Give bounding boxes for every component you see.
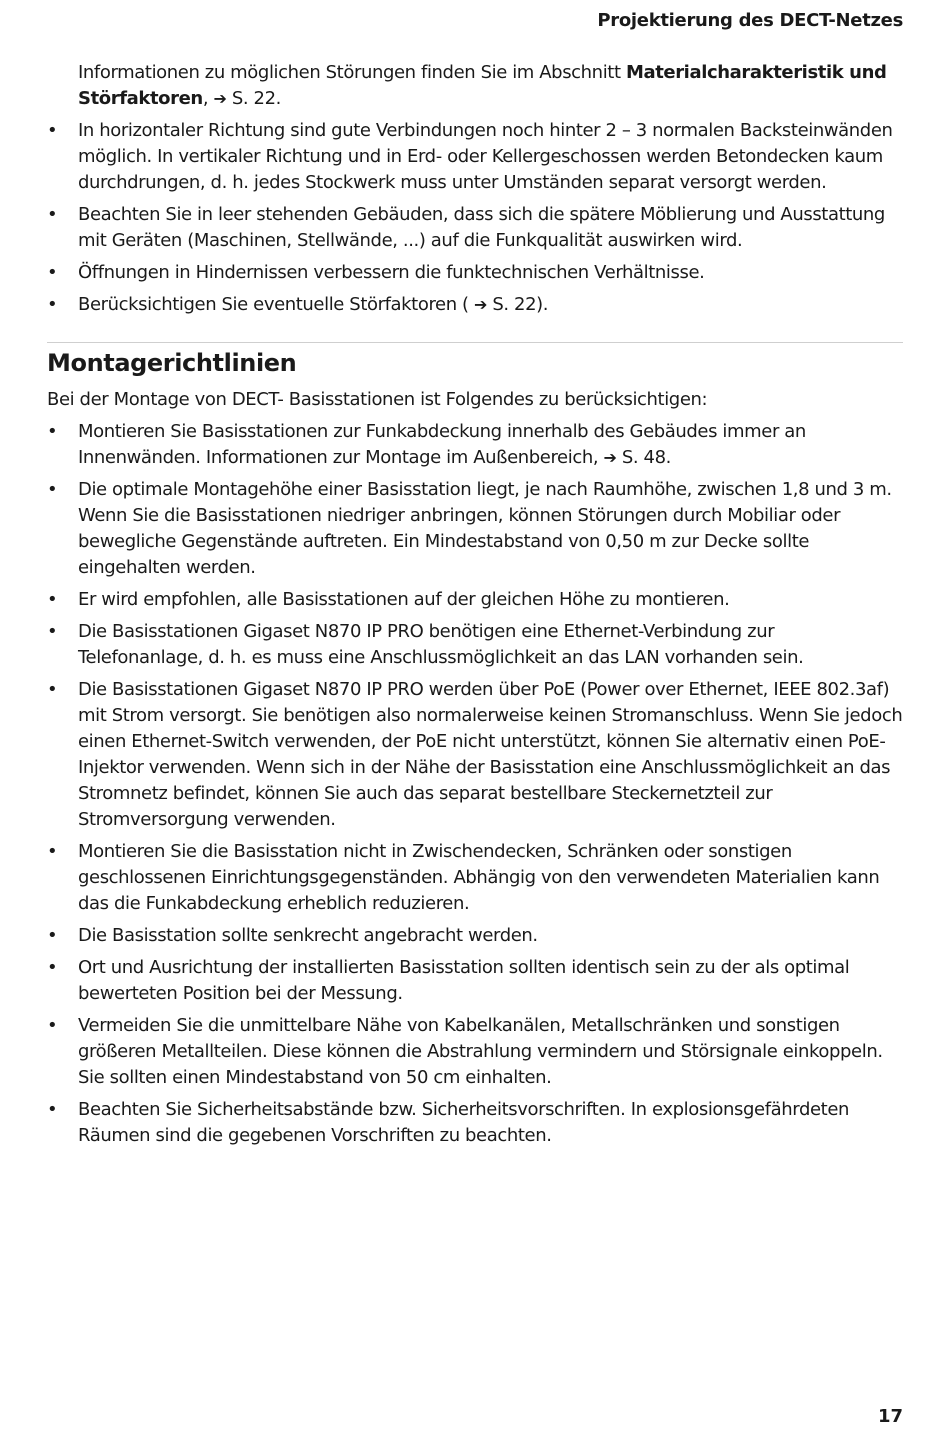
page-header-title: Projektierung des DECT-Netzes xyxy=(597,10,903,31)
bullet-icon: • xyxy=(47,1015,58,1036)
list-item xyxy=(47,955,903,1007)
mounting-guidelines-list xyxy=(47,419,903,1149)
intro-page-ref[interactable]: S. 22. xyxy=(231,88,281,109)
list-item-text: Öffnungen in Hindernissen verbessern die funktechnischen Verhältnisse. xyxy=(78,262,705,283)
bullet-icon: • xyxy=(47,841,58,862)
intro-suffix: , xyxy=(202,88,209,109)
list-item xyxy=(47,1013,903,1091)
list-item-text: Ort und Ausrichtung der installierten Basisstation sollten identisch sein zu der als optimal bewerteten Position bei der Messung. xyxy=(78,957,850,1004)
page-ref[interactable]: S. 22). xyxy=(492,294,549,315)
list-item xyxy=(47,477,903,581)
list-item-text: Montieren Sie die Basisstation nicht in Zwischendecken, Schränken oder sonstigen geschlossenen Einrichtungsgegenständen. Abhängig von den verwendeten Materialien kann das die Funkabdeckung erheblich reduzieren. xyxy=(78,841,880,914)
bullet-icon: • xyxy=(47,421,58,442)
bullet-icon: • xyxy=(47,120,58,141)
list-item xyxy=(47,677,903,833)
bullet-icon: • xyxy=(47,294,58,315)
constraints-list xyxy=(47,118,903,318)
bullet-icon: • xyxy=(47,621,58,642)
list-item xyxy=(47,419,903,471)
list-item-text: Vermeiden Sie die unmittelbare Nähe von Kabelkanälen, Metallschränken und sonstigen größeren Metallteilen. Diese können die Abstrahlung vermindern und Störsignale einkoppeln. Sie sollten einen Mindestabstand von 50 cm einhalten. xyxy=(78,1015,883,1088)
bullet-icon: • xyxy=(47,679,58,700)
section-title: Montagerichtlinien xyxy=(47,349,297,377)
list-item-text: Die Basisstationen Gigaset N870 IP PRO benötigen eine Ethernet-Verbindung zur Telefonanlage, d. h. es muss eine Anschlussmöglichkeit an das LAN vorhanden sein. xyxy=(78,621,804,668)
list-item-text: In horizontaler Richtung sind gute Verbindungen noch hinter 2 – 3 normalen Backsteinwänden möglich. In vertikaler Richtung und in Erd- oder Kellergeschossen werden Betondecken kaum durchdrungen, d. h. jedes Stockwerk muss unter Umständen separat versorgt werden. xyxy=(78,120,893,193)
list-item-text: Montieren Sie Basisstationen zur Funkabdeckung innerhalb des Gebäudes immer an Innenwänden. Informationen zur Montage im Außenbereich, xyxy=(78,421,806,468)
bullet-icon: • xyxy=(47,204,58,225)
list-item xyxy=(47,260,903,286)
page-content xyxy=(47,60,903,1155)
list-item xyxy=(47,587,903,613)
intro-text: Informationen zu möglichen Störungen finden Sie im Abschnitt xyxy=(78,62,626,83)
list-item-text: Die Basisstation sollte senkrecht angebracht werden. xyxy=(78,925,538,946)
list-item xyxy=(47,118,903,196)
arrow-right-icon: ➔ xyxy=(474,295,488,314)
bullet-icon: • xyxy=(47,589,58,610)
section-divider xyxy=(47,342,903,343)
list-item-text: Berücksichtigen Sie eventuelle Störfaktoren ( xyxy=(78,294,469,315)
list-item xyxy=(47,202,903,254)
arrow-right-icon: ➔ xyxy=(603,448,617,467)
bullet-icon: • xyxy=(47,957,58,978)
list-item xyxy=(47,839,903,917)
list-item xyxy=(47,923,903,949)
bullet-icon: • xyxy=(47,1099,58,1120)
bullet-icon: • xyxy=(47,479,58,500)
list-item xyxy=(47,292,903,318)
bullet-icon: • xyxy=(47,925,58,946)
bullet-icon: • xyxy=(47,262,58,283)
arrow-right-icon: ➔ xyxy=(213,89,227,108)
list-item xyxy=(47,1097,903,1149)
list-item xyxy=(47,619,903,671)
list-item-text: Beachten Sie in leer stehenden Gebäuden, dass sich die spätere Möblierung und Ausstattung mit Geräten (Maschinen, Stellwände, ...) auf die Funkqualität auswirken wird. xyxy=(78,204,885,251)
intro-paragraph xyxy=(47,60,903,112)
list-item-text: Die optimale Montagehöhe einer Basisstation liegt, je nach Raumhöhe, zwischen 1,8 und 3 m. Wenn Sie die Basisstationen niedriger anbringen, können Störungen durch Mobiliar oder bewegliche Gegenstände auftreten. Ein Mindestabstand von 0,50 m zur Decke sollte eingehalten werden. xyxy=(78,479,892,578)
list-item-text: Die Basisstationen Gigaset N870 IP PRO werden über PoE (Power over Ethernet, IEEE 802.3af) mit Strom versorgt. Sie benötigen also normalerweise keinen Stromanschluss. Wenn Sie jedoch einen Ethernet-Switch verwenden, der PoE nicht unterstützt, können Sie alternativ einen PoE-Injektor verwenden. Wenn sich in der Nähe der Basisstation eine Anschlussmöglichkeit an das Stromnetz befindet, können Sie auch das separat bestellbare Steckernetzteil zur Stromversorgung verwenden. xyxy=(78,679,903,830)
section-lead: Bei der Montage von DECT- Basisstationen ist Folgendes zu berücksichtigen: xyxy=(47,389,708,410)
list-item-text: Er wird empfohlen, alle Basisstationen auf der gleichen Höhe zu montieren. xyxy=(78,589,730,610)
page-number: 17 xyxy=(877,1406,903,1427)
page-ref[interactable]: S. 48. xyxy=(621,447,671,468)
intro-bold-ref: Materialcharakteristik und Störfaktoren xyxy=(78,62,887,109)
list-item-text: Beachten Sie Sicherheitsabstände bzw. Sicherheitsvorschriften. In explosionsgefährdeten Räumen sind die gegebenen Vorschriften zu beachten. xyxy=(78,1099,850,1146)
